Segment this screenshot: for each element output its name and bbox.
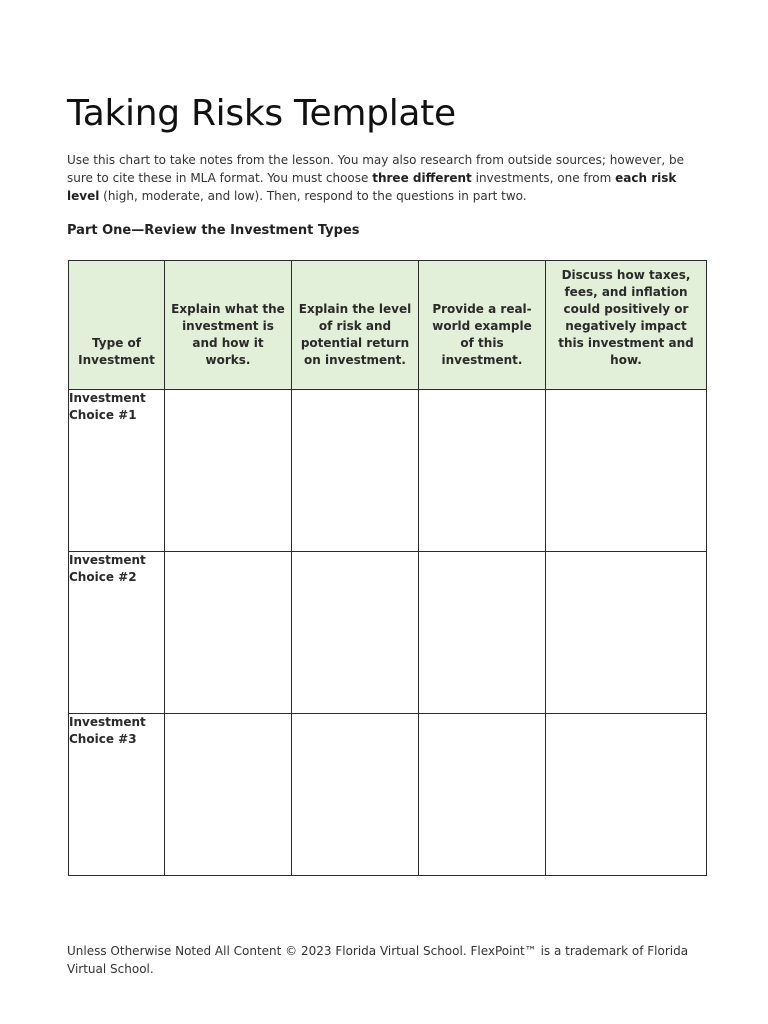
- table-row: [69, 552, 707, 714]
- page-title: Taking Risks Template: [67, 93, 456, 134]
- table-cell-input[interactable]: [419, 390, 546, 552]
- table-cell-input[interactable]: [292, 552, 419, 714]
- instructions-bold-three-different: three different: [372, 171, 472, 185]
- table-cell-input[interactable]: [419, 552, 546, 714]
- row-label-investment-choice-1: Investment Choice #1: [69, 390, 165, 552]
- table-cell-input[interactable]: [165, 390, 292, 552]
- header-risk-and-return: Explain the level of risk and potential return on investment.: [292, 261, 419, 390]
- table-cell-input[interactable]: [292, 390, 419, 552]
- table-cell-input[interactable]: [292, 714, 419, 876]
- part-one-heading: Part One—Review the Investment Types: [67, 223, 360, 238]
- row-label-investment-choice-3: Investment Choice #3: [69, 714, 165, 876]
- table-header-row: [69, 261, 707, 390]
- instructions-text-1: Use this chart to take notes from the lesson. You may also research from outside sources; however, be sure to cite these in MLA format. You must choose: [67, 153, 684, 185]
- header-real-world-example: Provide a real-world example of this investment.: [419, 261, 546, 390]
- instructions-paragraph: [67, 151, 707, 205]
- instructions-bold-each-risk-level: each risk level: [67, 171, 677, 203]
- copyright-footer: Unless Otherwise Noted All Content © 2023 Florida Virtual School. FlexPoint™ is a trademark of Florida Virtual School.: [67, 944, 689, 976]
- table-row: [69, 714, 707, 876]
- row-label-investment-choice-2: Investment Choice #2: [69, 552, 165, 714]
- table-row: [69, 390, 707, 552]
- instructions-text-2: investments, one from: [471, 171, 616, 185]
- header-taxes-fees-inflation: Discuss how taxes, fees, and inflation could positively or negatively impact this investment and how.: [546, 261, 707, 390]
- header-explain-investment: Explain what the investment is and how it works.: [165, 261, 292, 390]
- header-type-of-investment: Type of Investment: [69, 261, 165, 390]
- investment-types-table: [68, 260, 707, 876]
- table-cell-input[interactable]: [419, 714, 546, 876]
- instructions-text-3: (high, moderate, and low). Then, respond to the questions in part two.: [99, 189, 527, 203]
- table-cell-input[interactable]: [165, 714, 292, 876]
- table-cell-input[interactable]: [546, 714, 707, 876]
- table-cell-input[interactable]: [546, 390, 707, 552]
- table-cell-input[interactable]: [165, 552, 292, 714]
- table-cell-input[interactable]: [546, 552, 707, 714]
